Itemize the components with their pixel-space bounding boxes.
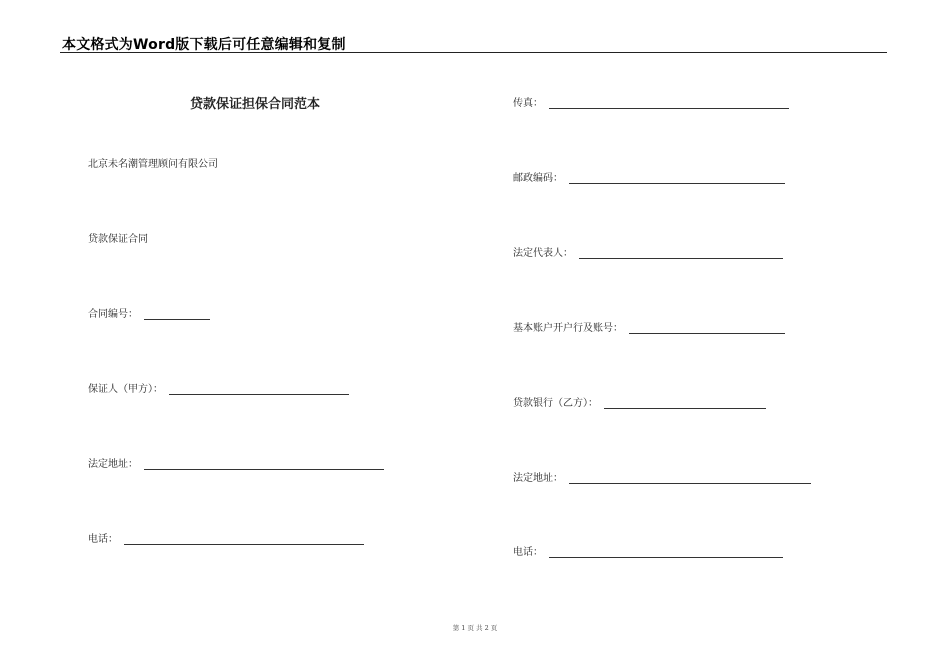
bank-account-label: 基本账户开户行及账号： — [513, 323, 623, 334]
guarantor-phone-label: 电话： — [88, 534, 118, 545]
contract-subtitle-text: 贷款保证合同 — [88, 234, 148, 245]
lending-bank-field — [513, 394, 766, 409]
guarantor-label: 保证人（甲方）： — [88, 384, 163, 395]
company-name-text: 北京未名潮管理顾问有限公司 — [88, 159, 218, 170]
fax-label: 传真： — [513, 98, 543, 109]
contract-subtitle — [88, 230, 148, 245]
bank-phone-blank — [549, 547, 783, 558]
company-name — [88, 155, 218, 170]
contract-number-field — [88, 305, 210, 320]
legal-representative-label: 法定代表人： — [513, 248, 573, 259]
document-header: 本文格式为Word版下载后可任意编辑和复制 — [62, 37, 346, 53]
fax-blank — [549, 98, 789, 109]
contract-number-blank — [144, 309, 210, 320]
bank-address-label: 法定地址： — [513, 473, 563, 484]
header-divider — [60, 52, 887, 53]
guarantor-blank — [169, 384, 349, 395]
fax-field — [513, 94, 789, 109]
page-number: 第 1 页 共 2 页 — [452, 624, 498, 632]
lending-bank-blank — [604, 398, 766, 409]
guarantor-address-field — [88, 455, 384, 470]
bank-address-blank — [569, 473, 811, 484]
postal-code-field — [513, 169, 785, 184]
legal-representative-blank — [579, 248, 783, 259]
guarantor-field — [88, 380, 349, 395]
bank-account-field — [513, 319, 785, 334]
bank-address-field — [513, 469, 811, 484]
postal-code-blank — [569, 173, 785, 184]
contract-number-label: 合同编号： — [88, 309, 138, 320]
lending-bank-label: 贷款银行（乙方）： — [513, 398, 598, 409]
guarantor-address-blank — [144, 459, 384, 470]
bank-phone-label: 电话： — [513, 547, 543, 558]
guarantor-phone-field — [88, 530, 364, 545]
bank-phone-field — [513, 543, 783, 558]
legal-representative-field — [513, 244, 783, 259]
guarantor-address-label: 法定地址： — [88, 459, 138, 470]
postal-code-label: 邮政编码： — [513, 173, 563, 184]
document-title: 贷款保证担保合同范本 — [190, 97, 321, 112]
guarantor-phone-blank — [124, 534, 364, 545]
bank-account-blank — [629, 323, 785, 334]
